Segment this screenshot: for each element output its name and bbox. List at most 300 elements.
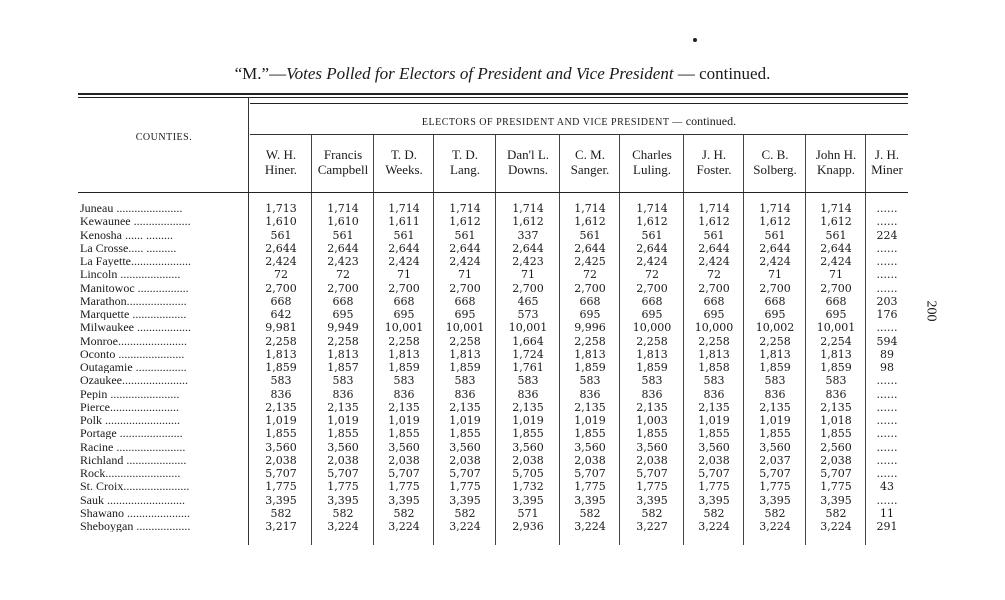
vote-cell: 1,019: [388, 414, 420, 427]
vote-cell: 71: [829, 268, 843, 281]
vote-cell: 1,019: [327, 414, 359, 427]
vote-cell: 2,644: [265, 242, 297, 255]
vote-cell: 1,855: [759, 427, 791, 440]
vote-cell: 1,857: [327, 361, 359, 374]
vote-cell: 1,855: [449, 427, 481, 440]
vote-cell: 1,732: [512, 480, 544, 493]
vote-cell: 1,019: [698, 414, 730, 427]
vote-cell: 1,019: [574, 414, 606, 427]
vote-cell: 2,423: [327, 255, 359, 268]
vote-cell: 695: [641, 308, 663, 321]
vote-cell: 1,855: [327, 427, 359, 440]
column-header: [434, 147, 496, 191]
county-name: Kenosha ...... .........: [80, 230, 173, 241]
vote-cell: 10,002: [755, 321, 795, 334]
vote-cell: 583: [270, 374, 292, 387]
vote-cell: 71: [521, 268, 535, 281]
vote-cell: 2,038: [574, 454, 606, 467]
vote-cell: 2,135: [820, 401, 852, 414]
vote-cell: 2,644: [698, 242, 730, 255]
vote-cell: 2,424: [636, 255, 668, 268]
vote-cell: 71: [397, 268, 411, 281]
column-header-line2: Sanger.: [570, 162, 610, 177]
vote-cell: 3,560: [574, 441, 606, 454]
vote-cell: 2,936: [512, 520, 544, 533]
vote-cell: 1,859: [449, 361, 481, 374]
vote-cell: 1,859: [636, 361, 668, 374]
vote-cell: 1,612: [449, 215, 481, 228]
vote-cell: 561: [825, 229, 847, 242]
vote-cell: 9,981: [265, 321, 297, 334]
title-italic: Votes Polled for Electors of President and Vice President: [286, 64, 674, 83]
vote-cell: 1,775: [388, 480, 420, 493]
vote-cell: 1,714: [449, 202, 481, 215]
vote-cell: 1,859: [820, 361, 852, 374]
vote-cell: 3,560: [698, 441, 730, 454]
column-header: [806, 147, 866, 191]
column-header-line2: Campbell: [317, 162, 369, 177]
vote-cell: 1,813: [388, 348, 420, 361]
vote-cell: ......: [876, 427, 898, 440]
vote-cell: 72: [707, 268, 721, 281]
column-header-line2: Downs.: [507, 162, 549, 177]
county-name: Portage .....................: [80, 428, 183, 439]
vote-cell: 668: [579, 295, 601, 308]
top-rule-thin: [78, 97, 908, 98]
vote-cell: 43: [880, 480, 894, 493]
vote-cell: 72: [336, 268, 350, 281]
county-name: Outagamie .................: [80, 362, 187, 373]
vote-cell: 3,560: [327, 441, 359, 454]
vote-cell: 1,813: [636, 348, 668, 361]
vote-cell: ......: [876, 242, 898, 255]
vote-cell: 561: [764, 229, 786, 242]
vote-cell: 3,560: [449, 441, 481, 454]
county-name: Sheboygan ..................: [80, 521, 191, 532]
vote-cell: 2,135: [327, 401, 359, 414]
vote-cell: 1,611: [388, 215, 420, 228]
vote-cell: 582: [825, 507, 847, 520]
vote-cell: 3,560: [512, 441, 544, 454]
vote-cell: 1,775: [820, 480, 852, 493]
vote-cell: 2,135: [759, 401, 791, 414]
vote-cell: 3,224: [574, 520, 606, 533]
county-name: Polk .........................: [80, 415, 181, 426]
vote-cell: 583: [332, 374, 354, 387]
vote-cell: 2,424: [388, 255, 420, 268]
vote-cell: 5,707: [327, 467, 359, 480]
vote-cell: 2,424: [449, 255, 481, 268]
vote-cell: 224: [876, 229, 898, 242]
vote-cell: 2,700: [327, 282, 359, 295]
column-header-line1: T. D.: [451, 147, 479, 162]
vote-cell: 10,001: [816, 321, 856, 334]
title-suffix: — continued.: [673, 64, 771, 83]
vote-cell: ......: [876, 441, 898, 454]
vote-cell: ......: [876, 255, 898, 268]
vote-cell: 1,612: [698, 215, 730, 228]
vote-cell: 1,775: [759, 480, 791, 493]
vote-cell: 72: [274, 268, 288, 281]
vote-cell: 3,395: [574, 494, 606, 507]
vote-cell: 2,135: [265, 401, 297, 414]
vote-cell: 2,700: [698, 282, 730, 295]
county-name: Kewaunee ...................: [80, 216, 191, 227]
vote-cell: 2,700: [449, 282, 481, 295]
vote-cell: 1,855: [388, 427, 420, 440]
vote-cell: 3,224: [388, 520, 420, 533]
vote-cell: 9,996: [574, 321, 606, 334]
column-header-line1: T. D.: [390, 147, 418, 162]
vote-cell: 2,135: [388, 401, 420, 414]
vote-cell: 561: [332, 229, 354, 242]
county-name: Oconto ......................: [80, 349, 185, 360]
vote-cell: 573: [517, 308, 539, 321]
vote-cell: 561: [393, 229, 415, 242]
vote-cell: 836: [517, 388, 539, 401]
vote-cell: 5,707: [698, 467, 730, 480]
vote-cell: 583: [825, 374, 847, 387]
electors-label: ELECTORS OF PRESIDENT AND VICE PRESIDENT —: [421, 117, 683, 128]
column-header: [684, 147, 744, 191]
vote-cell: 3,395: [449, 494, 481, 507]
column-header-line2: Hiner.: [264, 162, 298, 177]
vote-cell: 1,813: [265, 348, 297, 361]
vote-cell: 337: [517, 229, 539, 242]
vote-cell: 561: [703, 229, 725, 242]
vote-cell: 10,000: [694, 321, 734, 334]
vote-cell: 3,224: [449, 520, 481, 533]
county-name: Lincoln ....................: [80, 269, 181, 280]
vote-cell: 1,612: [512, 215, 544, 228]
column-header: [866, 147, 908, 191]
county-name: Sauk ..........................: [80, 495, 185, 506]
electors-underline: [250, 134, 908, 135]
vote-cell: 2,560: [820, 441, 852, 454]
county-name: Shawano .....................: [80, 508, 190, 519]
vote-cell: 583: [641, 374, 663, 387]
vote-cell: 1,713: [265, 202, 297, 215]
column-header-line1: Charles: [632, 147, 672, 162]
vote-cell: 2,700: [636, 282, 668, 295]
vote-cell: 583: [393, 374, 415, 387]
vote-cell: 5,707: [636, 467, 668, 480]
column-header: [620, 147, 684, 191]
column-header-line1: W. H.: [265, 147, 297, 162]
column-header-line1: C. M.: [575, 147, 605, 162]
column-header-line1: Francis: [323, 147, 363, 162]
county-name: Ozaukee......................: [80, 375, 188, 386]
vote-cell: 3,224: [698, 520, 730, 533]
county-name: Milwaukee ..................: [80, 322, 191, 333]
vote-cell: 582: [454, 507, 476, 520]
vote-cell: 71: [458, 268, 472, 281]
vote-cell: 1,775: [327, 480, 359, 493]
vote-cell: 2,258: [327, 335, 359, 348]
column-header: [374, 147, 434, 191]
vote-cell: 2,700: [388, 282, 420, 295]
column-header-line1: Dan'l L.: [506, 147, 550, 162]
vote-cell: 561: [641, 229, 663, 242]
column-header-line1: J. H.: [874, 147, 900, 162]
vote-cell: 1,775: [698, 480, 730, 493]
vote-cell: 1,859: [759, 361, 791, 374]
column-header: [560, 147, 620, 191]
vote-cell: 1,018: [820, 414, 852, 427]
vote-cell: 1,859: [388, 361, 420, 374]
counties-header: COUNTIES.: [135, 132, 193, 143]
vote-cell: 2,135: [512, 401, 544, 414]
vote-cell: ......: [876, 215, 898, 228]
vote-cell: 668: [703, 295, 725, 308]
vote-cell: 836: [641, 388, 663, 401]
vote-cell: 836: [393, 388, 415, 401]
vote-cell: 3,395: [327, 494, 359, 507]
vote-cell: 2,424: [820, 255, 852, 268]
vote-cell: 1,610: [327, 215, 359, 228]
vote-cell: 1,019: [449, 414, 481, 427]
electors-suffix: continued.: [685, 114, 737, 128]
vote-cell: 2,038: [449, 454, 481, 467]
vote-cell: 89: [880, 348, 894, 361]
vote-cell: 2,038: [512, 454, 544, 467]
vote-cell: 668: [454, 295, 476, 308]
vote-cell: ......: [876, 282, 898, 295]
vote-cell: 2,038: [388, 454, 420, 467]
vote-cell: 3,560: [265, 441, 297, 454]
vote-cell: 582: [641, 507, 663, 520]
vote-cell: 10,001: [384, 321, 424, 334]
vote-cell: 72: [645, 268, 659, 281]
vote-cell: 2,644: [449, 242, 481, 255]
vote-cell: 582: [270, 507, 292, 520]
vote-cell: 71: [768, 268, 782, 281]
vote-cell: 1,714: [327, 202, 359, 215]
vote-cell: 1,019: [759, 414, 791, 427]
vote-cell: 1,859: [265, 361, 297, 374]
vote-cell: 695: [825, 308, 847, 321]
vote-cell: 583: [517, 374, 539, 387]
vote-cell: 2,424: [759, 255, 791, 268]
vote-cell: 1,813: [698, 348, 730, 361]
vote-cell: 1,855: [574, 427, 606, 440]
vote-cell: 561: [454, 229, 476, 242]
vote-cell: 2,700: [265, 282, 297, 295]
vote-cell: 2,644: [759, 242, 791, 255]
county-name: Juneau ......................: [80, 203, 183, 214]
county-name: La Fayette....................: [80, 256, 191, 267]
vote-cell: 3,395: [698, 494, 730, 507]
vote-cell: 582: [393, 507, 415, 520]
vote-cell: 2,038: [327, 454, 359, 467]
vote-cell: 2,644: [574, 242, 606, 255]
column-header: [744, 147, 806, 191]
vote-cell: 668: [393, 295, 415, 308]
vote-cell: 3,395: [820, 494, 852, 507]
vote-cell: 3,395: [512, 494, 544, 507]
vote-cell: 10,001: [445, 321, 485, 334]
vote-cell: 3,227: [636, 520, 668, 533]
vote-cell: 2,038: [636, 454, 668, 467]
vote-cell: 668: [825, 295, 847, 308]
vote-cell: 3,560: [636, 441, 668, 454]
vote-cell: 1,813: [820, 348, 852, 361]
vote-cell: 583: [764, 374, 786, 387]
vote-cell: 582: [579, 507, 601, 520]
vote-cell: 1,775: [636, 480, 668, 493]
vote-cell: 561: [270, 229, 292, 242]
vote-cell: 1,813: [327, 348, 359, 361]
vote-cell: 695: [454, 308, 476, 321]
vote-cell: 1,612: [820, 215, 852, 228]
vote-cell: ......: [876, 202, 898, 215]
vote-cell: 3,395: [636, 494, 668, 507]
vote-cell: 836: [454, 388, 476, 401]
vote-cell: 2,424: [265, 255, 297, 268]
vote-cell: 1,813: [759, 348, 791, 361]
vote-cell: 2,700: [512, 282, 544, 295]
vote-cell: 2,038: [820, 454, 852, 467]
page-title: [0, 64, 1005, 84]
vote-cell: 3,217: [265, 520, 297, 533]
vote-cell: 2,423: [512, 255, 544, 268]
vote-cell: 5,707: [820, 467, 852, 480]
vote-cell: 3,395: [388, 494, 420, 507]
vote-cell: 2,135: [698, 401, 730, 414]
vote-cell: 668: [332, 295, 354, 308]
vote-cell: 695: [579, 308, 601, 321]
vote-cell: 836: [703, 388, 725, 401]
vote-cell: ......: [876, 401, 898, 414]
vote-cell: 1,003: [636, 414, 668, 427]
vote-cell: 582: [332, 507, 354, 520]
vote-cell: ......: [876, 268, 898, 281]
vote-cell: 2,135: [636, 401, 668, 414]
vote-cell: 1,610: [265, 215, 297, 228]
vote-cell: 1,724: [512, 348, 544, 361]
page-number: 200: [923, 300, 939, 322]
vote-cell: 5,707: [759, 467, 791, 480]
vote-cell: 98: [880, 361, 894, 374]
electors-rule: [250, 103, 908, 104]
vote-cell: 1,813: [449, 348, 481, 361]
vote-cell: 1,714: [820, 202, 852, 215]
vote-cell: 695: [764, 308, 786, 321]
county-name: La Crosse..... ..........: [80, 243, 177, 254]
vote-cell: 695: [703, 308, 725, 321]
column-header: [250, 147, 312, 191]
vote-cell: 2,644: [388, 242, 420, 255]
vote-cell: 203: [876, 295, 898, 308]
vote-cell: 583: [703, 374, 725, 387]
ink-dot: [693, 38, 697, 42]
vote-cell: 1,612: [636, 215, 668, 228]
county-name: Rock.........................: [80, 468, 181, 479]
title-prefix: “M.”—: [234, 64, 287, 83]
top-rule-thick: [78, 93, 908, 95]
vote-cell: 2,258: [698, 335, 730, 348]
vote-cell: ......: [876, 494, 898, 507]
vote-cell: 3,560: [388, 441, 420, 454]
vote-cell: 668: [641, 295, 663, 308]
column-header-line2: Lang.: [450, 162, 480, 177]
column-header-line2: Miner: [871, 162, 903, 177]
electors-caption: [250, 114, 908, 129]
county-name: Pepin .......................: [80, 389, 180, 400]
vote-cell: 1,859: [574, 361, 606, 374]
vote-cell: ......: [876, 388, 898, 401]
vote-cell: 1,714: [388, 202, 420, 215]
vote-cell: 3,395: [265, 494, 297, 507]
vote-cell: 291: [876, 520, 898, 533]
column-header-line2: Luling.: [633, 162, 671, 177]
vote-cell: 1,761: [512, 361, 544, 374]
vote-cell: 1,714: [512, 202, 544, 215]
vote-cell: 465: [517, 295, 539, 308]
vote-cell: 1,714: [574, 202, 606, 215]
vote-cell: 1,858: [698, 361, 730, 374]
vote-cell: 2,258: [449, 335, 481, 348]
counties-divider: [248, 97, 249, 545]
vote-cell: 2,135: [449, 401, 481, 414]
vote-cell: 3,224: [820, 520, 852, 533]
vote-cell: 3,224: [759, 520, 791, 533]
vote-cell: 2,424: [698, 255, 730, 268]
vote-cell: 1,775: [265, 480, 297, 493]
vote-cell: 2,700: [574, 282, 606, 295]
vote-cell: 1,664: [512, 335, 544, 348]
vote-cell: 836: [825, 388, 847, 401]
vote-cell: 836: [579, 388, 601, 401]
vote-cell: 2,258: [636, 335, 668, 348]
vote-cell: 1,855: [265, 427, 297, 440]
vote-cell: 836: [270, 388, 292, 401]
vote-cell: 836: [332, 388, 354, 401]
vote-cell: 1,714: [636, 202, 668, 215]
vote-cell: ......: [876, 414, 898, 427]
vote-cell: 2,254: [820, 335, 852, 348]
vote-cell: 2,258: [388, 335, 420, 348]
county-name: St. Croix......................: [80, 481, 190, 492]
vote-cell: 695: [393, 308, 415, 321]
vote-cell: 176: [876, 308, 898, 321]
vote-cell: 2,644: [820, 242, 852, 255]
vote-cell: 5,705: [512, 467, 544, 480]
vote-cell: 2,425: [574, 255, 606, 268]
vote-cell: 11: [880, 507, 894, 520]
vote-cell: 2,700: [820, 282, 852, 295]
vote-cell: 583: [579, 374, 601, 387]
column-header: [312, 147, 374, 191]
vote-cell: 3,560: [759, 441, 791, 454]
vote-cell: 1,855: [636, 427, 668, 440]
vote-cell: ......: [876, 374, 898, 387]
vote-cell: 2,700: [759, 282, 791, 295]
column-header-line1: C. B.: [761, 147, 789, 162]
vote-cell: 1,714: [759, 202, 791, 215]
vote-cell: 1,612: [759, 215, 791, 228]
vote-cell: 2,644: [636, 242, 668, 255]
county-name: Richland ....................: [80, 455, 187, 466]
vote-cell: 9,949: [327, 321, 359, 334]
column-header-line1: J. H.: [701, 147, 727, 162]
vote-cell: 561: [579, 229, 601, 242]
vote-cell: 1,855: [698, 427, 730, 440]
vote-cell: 10,001: [508, 321, 548, 334]
vote-cell: 3,395: [759, 494, 791, 507]
column-header-line2: Solberg.: [753, 162, 797, 177]
county-name: Pierce.......................: [80, 402, 179, 413]
